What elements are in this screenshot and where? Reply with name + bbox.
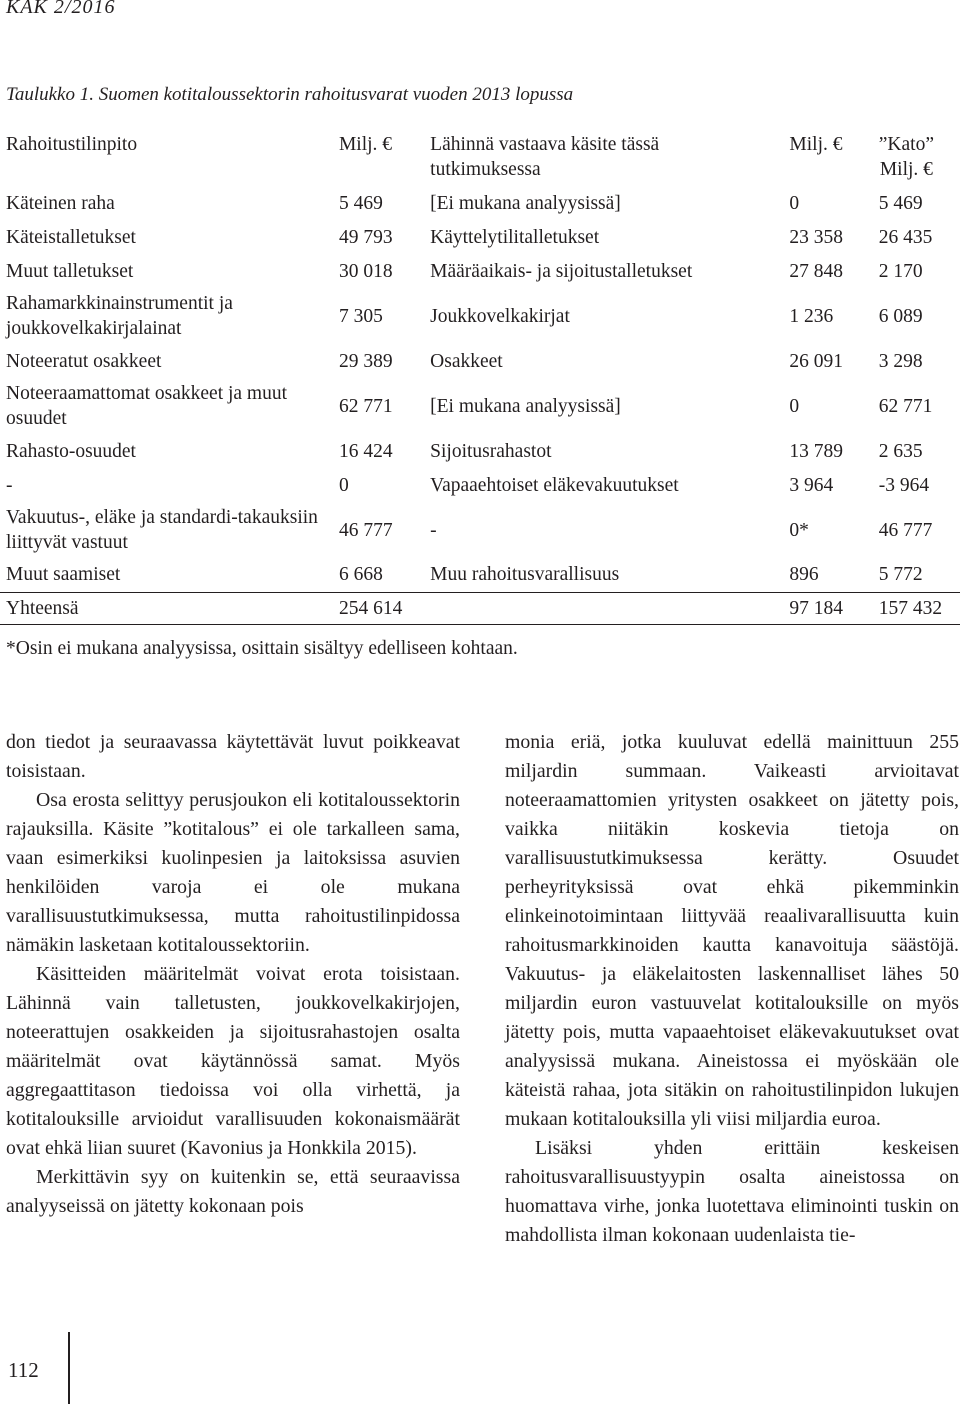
- body-text-left-column: [6, 728, 460, 1221]
- table-row: [0, 186, 960, 220]
- table-cell: 46 777: [338, 519, 393, 541]
- table-cell: Noteeratut osakkeet: [6, 350, 162, 372]
- table-cell: 0: [789, 395, 800, 417]
- table-total-cell: Yhteensä: [0, 592, 339, 624]
- column-header: Lähinnä vastaava käsite tässä tutkimuksessa: [430, 134, 660, 180]
- table-total-cell: 97 184: [789, 592, 878, 624]
- column-header: Milj. €: [789, 134, 843, 155]
- paragraph: Käsitteiden määritelmät voivat erota toisistaan. Lähinnä vain talletusten, joukkovelkakirjojen, noteerattujen osakkeiden ja sijoitusrahastojen osalta määritelmät ovat käytännössä samat. Myös aggregaattitason tiedoissa voi olla virhettä, ja kotitalouksille arvioidut varallisuuden kokonaismäärät ovat ehkä liian suuret (Kavonius ja Honkkila 2015).: [6, 963, 460, 1159]
- column-header: Rahoitustilinpito: [6, 134, 138, 155]
- table-cell: 27 848: [789, 260, 844, 282]
- table-cell: Muut saamiset: [6, 564, 121, 586]
- table-caption: Taulukko 1. Suomen kotitaloussektorin rahoitusvarat vuoden 2013 lopussa: [6, 84, 574, 105]
- table-cell: 13 789: [789, 440, 844, 462]
- table-cell: 896: [789, 564, 819, 586]
- table-total-row: [0, 592, 960, 624]
- table-cell: Noteeraamattomat osakkeet ja muut osuudet: [6, 383, 288, 429]
- table-cell: 2 635: [878, 440, 923, 462]
- page-number: 112: [8, 1358, 39, 1382]
- paragraph: Osa erosta selittyy perusjoukon eli kotitaloussektorin rajauksilla. Käsite ”kotitalous” ei ole tarkalleen sama, vaan esimerkiksi kuolinpesien ja laitoksissa asuvien henkilöiden varoja ei ole mukana varallisuustutkimuksessa, mutta rahoitustilinpidossa nämäkin lasketaan kotitaloussektoriin.: [6, 789, 460, 956]
- table-cell: 46 777: [878, 519, 933, 541]
- table-cell: Muut talletukset: [6, 260, 134, 282]
- table-cell: Rahasto-osuudet: [6, 440, 136, 462]
- table-cell: 5 469: [338, 192, 383, 214]
- table-cell: 1 236: [789, 305, 834, 327]
- table-cell: 3 964: [789, 474, 834, 496]
- table-cell: 62 771: [338, 395, 393, 417]
- table-cell: Rahamarkkinainstrumentit ja joukkovelkakirjalainat: [6, 293, 233, 339]
- table-cell: 26 435: [878, 226, 933, 248]
- table-row: [0, 502, 960, 558]
- table-row: [0, 558, 960, 592]
- table-cell: Määräaikais- ja sijoitustalletukset: [430, 260, 693, 282]
- journal-header: KAK 2/2016: [6, 0, 116, 18]
- table-total-cell: [430, 592, 789, 624]
- table-row: [0, 378, 960, 434]
- page-number-rule: [68, 1332, 70, 1404]
- table-cell: 29 389: [338, 350, 393, 372]
- table-cell: 0: [789, 192, 800, 214]
- table-cell: Muu rahoitusvarallisuus: [430, 564, 620, 586]
- table-cell: 5 772: [878, 564, 923, 586]
- body-text-right-column: [505, 728, 959, 1250]
- table-header-row: [0, 126, 960, 186]
- table-footnote: *Osin ei mukana analyysissa, osittain sisältyy edelliseen kohtaan.: [6, 638, 518, 659]
- financial-assets-table: [0, 126, 960, 625]
- table-cell: 26 091: [789, 350, 844, 372]
- table-cell: 49 793: [338, 226, 393, 248]
- table-cell: Vakuutus-, eläke ja standardi-takauksiin liittyvät vastuut: [6, 507, 318, 553]
- table-cell: 0*: [789, 519, 809, 541]
- table-cell: Osakkeet: [430, 350, 503, 372]
- table-cell: Käteinen raha: [6, 192, 115, 214]
- table-cell: Vapaaehtoiset eläkevakuutukset: [430, 474, 679, 496]
- table-cell: 23 358: [789, 226, 844, 248]
- table-row: [0, 288, 960, 344]
- table-total-cell: 157 432: [879, 592, 960, 624]
- paragraph: Merkittävin syy on kuitenkin se, että seuraavissa analyyseissä on jätetty kokonaan pois: [6, 1166, 460, 1217]
- table-cell: 0: [338, 474, 349, 496]
- table-cell: Käyttelytilitalletukset: [430, 226, 600, 248]
- paragraph: monia eriä, jotka kuuluvat edellä mainittuun 255 miljardin summaan. Vaikeasti arvioitavat noteeraamattomien yritysten osakkeet on jätetty pois, vaikka niitäkin koskevia tietoja on varallisuustutkimuksessa kerätty. Osuudet perheyrityksissä ovat ehkä pikemminkin elinkeinotoimintaan liittyvää reaalivarallisuutta kuin rahoitusmarkkinoiden kautta kanavoituja säästöjä. Vakuutus- ja eläkelaitosten laskennalliset lähes 50 miljardin euron vastuuvelat kotitalouksille on myös jätetty pois, mutta vapaaehtoiset eläkevakuutukset ovat analyysissä mukana. Aineistossa ei myöskään ole käteistä rahaa, jota sitäkin on rahoitustilinpidon lukujen mukaan kotitalouksilla yli viisi miljardia euroa.: [505, 731, 959, 1130]
- table-row: [0, 468, 960, 502]
- table-cell: 7 305: [338, 305, 383, 327]
- table-cell: Joukkovelkakirjat: [430, 305, 570, 327]
- table-cell: 30 018: [338, 260, 393, 282]
- paragraph: don tiedot ja seuraavassa käytettävät luvut poikkeavat toisistaan.: [6, 731, 460, 782]
- table-row: [0, 254, 960, 288]
- table-cell: 6 089: [878, 305, 923, 327]
- table-cell: 2 170: [878, 260, 923, 282]
- table-cell: [Ei mukana analyysissä]: [430, 395, 621, 417]
- table-cell: Sijoitusrahastot: [430, 440, 552, 462]
- table-cell: 5 469: [878, 192, 923, 214]
- table-row: [0, 434, 960, 468]
- table-total-cell: 254 614: [339, 592, 430, 624]
- column-header: ”Kato” Milj. €: [878, 134, 934, 180]
- table-cell: -3 964: [878, 474, 930, 496]
- table-cell: -: [430, 519, 437, 541]
- table-cell: [Ei mukana analyysissä]: [430, 192, 621, 214]
- table-cell: Käteistalletukset: [6, 226, 136, 248]
- table-row: [0, 220, 960, 254]
- table-cell: 6 668: [338, 564, 383, 586]
- table-cell: 3 298: [878, 350, 923, 372]
- table-row: [0, 344, 960, 378]
- column-header: Milj. €: [338, 134, 393, 155]
- table-cell: 62 771: [878, 395, 933, 417]
- paragraph: Lisäksi yhden erittäin keskeisen rahoitusvarallisuustyypin osalta aineistossa on huomattava virhe, jonka luotettava eliminointi tuskin on mahdollista ilman kokonaan uudenlaista tie-: [505, 1137, 959, 1246]
- table-cell: -: [6, 474, 13, 496]
- table-cell: 16 424: [338, 440, 393, 462]
